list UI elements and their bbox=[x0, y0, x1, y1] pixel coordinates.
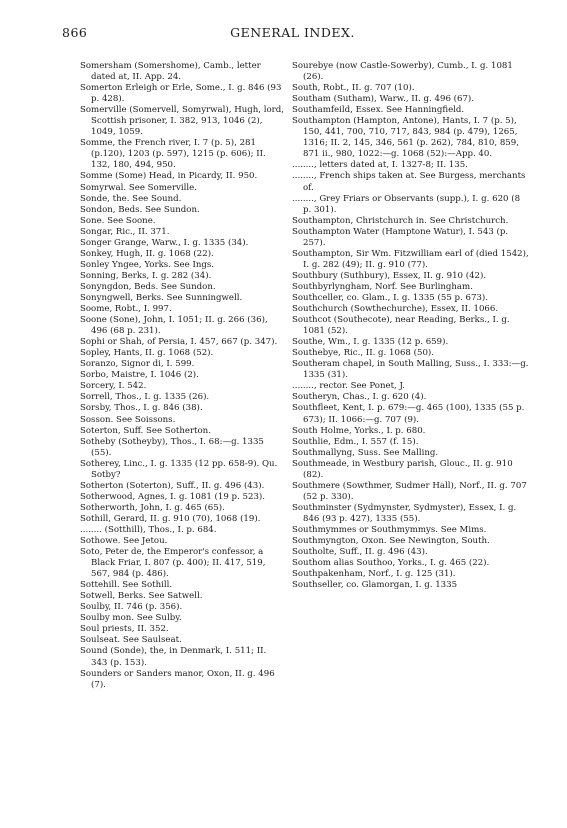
index-entry: Sonyngwell, Berks. See Sunningwell. bbox=[80, 292, 243, 303]
index-entry: Sotwell, Berks. See Satwell. bbox=[80, 591, 203, 602]
index-entry: Southe, Wm., I. g. 1335 (12 p. 659). bbox=[292, 337, 449, 348]
index-entry: Southolte, Suff., II. g. 496 (43). bbox=[292, 547, 428, 558]
index-entry: Sopley, Hants, II. g. 1068 (52). bbox=[80, 348, 214, 359]
index-entry: Southampton Water (Hamptone Watur), I. 543 (p. 257). bbox=[292, 226, 509, 248]
index-entry: Soulby mon. See Sulby. bbox=[80, 613, 182, 624]
index-entry: Somme (Some) Head, in Picardy, II. 950. bbox=[80, 171, 258, 182]
index-column-right bbox=[292, 61, 530, 591]
index-entry: Sonyngdon, Beds. See Sundon. bbox=[80, 281, 216, 292]
running-title: GENERAL INDEX. bbox=[230, 25, 355, 40]
index-entry: Somyrwal. See Somerville. bbox=[80, 182, 197, 193]
index-entry: Songer Grange, Warw., I. g. 1335 (34). bbox=[80, 237, 249, 248]
index-entry: Southcot (Southecote), near Reading, Berks., I. g. 1081 (52). bbox=[292, 315, 510, 337]
index-entry: Soone (Sone), John, I. 1051; II. g. 266 (36), 496 (68 p. 231). bbox=[80, 315, 268, 337]
index-entry: Soome, Robt., I. 997. bbox=[80, 304, 172, 315]
index-entry: Southbury (Suthbury), Essex, II. g. 910 (42). bbox=[292, 270, 487, 281]
index-entry: Sone. See Soone. bbox=[80, 215, 156, 226]
index-entry: Songar, Ric., II. 371. bbox=[80, 226, 170, 237]
index-entry: South, Robt., II. g. 707 (10). bbox=[292, 83, 415, 94]
index-entry: Southseller, co. Glamorgan, I. g. 1335 bbox=[292, 580, 458, 591]
index-entry: ........, letters dated at, I. 1327-8; II. 135. bbox=[292, 160, 468, 171]
index-entry: Southchurch (Sowthechurche), Essex, II. 1066. bbox=[292, 304, 499, 315]
index-entry: Sonning, Berks, I. g. 282 (34). bbox=[80, 270, 212, 281]
index-entry: Sonde, the. See Sound. bbox=[80, 193, 182, 204]
index-entry: Southampton, Christchurch in. See Christchurch. bbox=[292, 215, 509, 226]
index-entry: Sorrell, Thos., I. g. 1335 (26). bbox=[80, 392, 210, 403]
index-entry: Sosson. See Soissons. bbox=[80, 414, 176, 425]
index-entry: Sotherton (Soterton), Suff., II. g. 496 (43). bbox=[80, 480, 265, 491]
index-entry: Southmallyng, Suss. See Malling. bbox=[292, 447, 439, 458]
index-entry: Southmere (Sowthmer, Sudmer Hall), Norf., II. g. 707 (52 p. 330). bbox=[292, 480, 527, 502]
index-entry: ........, French ships taken at. See Burgess, merchants of. bbox=[292, 171, 526, 193]
index-entry: Sonkey, Hugh, II. g. 1068 (22). bbox=[80, 248, 214, 259]
index-entry: Soterton, Suff. See Sotherton. bbox=[80, 425, 211, 436]
index-entry: Southmeade, in Westbury parish, Glouc., II. g. 910 (82). bbox=[292, 458, 513, 480]
index-entry: Southom alias Southoo, Yorks., I. g. 465 (22). bbox=[292, 558, 490, 569]
page-number: 866 bbox=[62, 25, 88, 40]
index-entry: South Holme, Yorks., I. p. 680. bbox=[292, 425, 426, 436]
index-entry: Soranzo, Signor di, I. 599. bbox=[80, 359, 195, 370]
index-entry: Sotherwood, Agnes, I. g. 1081 (19 p. 523). bbox=[80, 491, 266, 502]
index-entry: Southampton (Hampton, Antone), Hants, I. 7 (p. 5), 150, 441, 700, 710, 717, 843, 984 (p. 479), 1265, 1316; II. 2, 145, 346, 561 (p. 262), 784, 810, 859, 871 ii., 980, 1022:—g. 1068 (52):—App. 40. bbox=[292, 116, 519, 160]
index-entry: ........ (Sotthill), Thos., I. p. 684. bbox=[80, 524, 217, 535]
index-entry: Southam (Sutham), Warw., II. g. 496 (67). bbox=[292, 94, 475, 105]
index-entry: Sottehill. See Sothill. bbox=[80, 580, 173, 591]
index-entry: Soul priests, II. 352. bbox=[80, 624, 169, 635]
index-entry: Somerton Erleigh or Erle, Some., I. g. 846 (93 p. 428). bbox=[80, 83, 282, 105]
index-entry: Southmymmes or Southmymmys. See Mims. bbox=[292, 524, 487, 535]
index-entry: Sorbo, Maistre, I. 1046 (2). bbox=[80, 370, 199, 381]
index-entry: Soto, Peter de, the Emperor's confessor, a Black Friar, I. 807 (p. 400); II. 417, 519, 567, 984 (p. 486). bbox=[80, 547, 266, 580]
index-entry: Somersham (Somershome), Camb., letter dated at, II. App. 24. bbox=[80, 61, 261, 83]
index-entry: Sotherey, Linc., I. g. 1335 (12 pp. 658-9). Qu. Sotby? bbox=[80, 458, 278, 480]
index-entry: Sophi or Shah, of Persia, I. 457, 667 (p. 347). bbox=[80, 337, 278, 348]
index-entry: Sorsby, Thos., I. g. 846 (38). bbox=[80, 403, 203, 414]
index-entry: Southmyngton, Oxon. See Newington, South. bbox=[292, 536, 490, 547]
index-entry: Sounders or Sanders manor, Oxon, II. g. 496 (7). bbox=[80, 668, 275, 690]
index-entry: Southamfeild, Essex. See Hanningfield. bbox=[292, 105, 465, 116]
index-entry: Southlie, Edm., I. 557 (f. 15). bbox=[292, 436, 419, 447]
index-entry: Soulseat. See Saulseat. bbox=[80, 635, 182, 646]
index-entry: Sound (Sonde), the, in Denmark, I. 511; II. 343 (p. 153). bbox=[80, 646, 267, 668]
index-entry: Sorcery, I. 542. bbox=[80, 381, 147, 392]
index-entry: Southbyrlyngham, Norf. See Burlingham. bbox=[292, 281, 473, 292]
index-entry: Sotheby (Sotheyby), Thos., I. 68:—g. 1335 (55). bbox=[80, 436, 264, 458]
index-entry: Sondon, Beds. See Sundon. bbox=[80, 204, 200, 215]
index-entry: Somme, the French river, I. 7 (p. 5), 281 (p.120), 1203 (p. 597), 1215 (p. 606); II. 132, 180, 494, 950. bbox=[80, 138, 266, 171]
index-entry: Sourebye (now Castle-Sowerby), Cumb., I. g. 1081 (26). bbox=[292, 61, 513, 83]
page-header bbox=[62, 25, 523, 45]
index-entry: Sothill, Gerard, II. g. 910 (70), 1068 (19). bbox=[80, 513, 261, 524]
index-column-left bbox=[80, 61, 285, 691]
index-entry: Southeryn, Chas., I. g. 620 (4). bbox=[292, 392, 427, 403]
index-entry: ........, rector. See Ponet, J. bbox=[292, 381, 406, 392]
index-entry: Sotherworth, John, I. g. 465 (65). bbox=[80, 502, 225, 513]
index-entry: Southfleet, Kent, I. p. 679:—g. 465 (100), 1335 (55 p. 673); II. 1066:—g. 707 (9). bbox=[292, 403, 525, 425]
index-entry: Sonley Yngee, Yorks. See Ings. bbox=[80, 259, 215, 270]
index-entry: Southeram chapel, in South Malling, Suss., I. 333:—g. 1335 (31). bbox=[292, 359, 529, 381]
index-entry: Southebye, Ric., II. g. 1068 (50). bbox=[292, 348, 434, 359]
index-entry: Soulby, II. 746 (p. 356). bbox=[80, 602, 183, 613]
index-entry: ........, Grey Friars or Observants (supp.), I. g. 620 (8 p. 301). bbox=[292, 193, 521, 215]
index-entry: Sothowe. See Jetou. bbox=[80, 536, 168, 547]
index-entry: Southminster (Sydmynster, Sydmyster), Essex, I. g. 846 (93 p. 427), 1335 (55). bbox=[292, 502, 517, 524]
index-entry: Southceller, co. Glam., I. g. 1335 (55 p. 673). bbox=[292, 292, 488, 303]
index-entry: Southpakenham, Norf., I. g. 125 (31). bbox=[292, 569, 456, 580]
index-entry: Somerville (Somervell, Somyrwal), Hugh, lord, Scottish prisoner, I. 382, 913, 1046 (2), 1049, 1059. bbox=[80, 105, 284, 138]
index-entry: Southampton, Sir Wm. Fitzwilliam earl of (died 1542), I. g. 282 (49); II. g. 910 (77). bbox=[292, 248, 529, 270]
